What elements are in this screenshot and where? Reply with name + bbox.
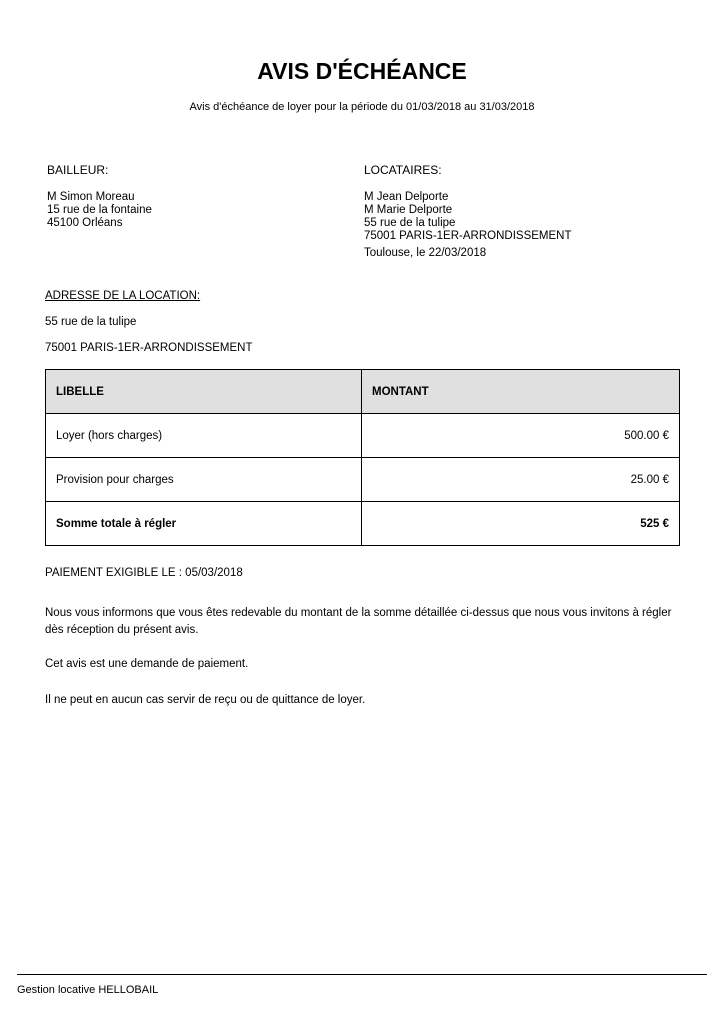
row-amount: 25.00 € [362, 458, 680, 502]
landlord-heading: BAILLEUR: [47, 163, 109, 177]
landlord-address [47, 191, 152, 230]
table-header-row [46, 370, 680, 414]
demand-paragraph: Cet avis est une demande de paiement. [45, 658, 249, 670]
period-subtitle: Avis d'échéance de loyer pour la période du 01/03/2018 au 31/03/2018 [189, 101, 535, 113]
tenant-name-1: M Jean Delporte [364, 191, 449, 203]
rental-address-heading: ADRESSE DE LA LOCATION: [45, 290, 201, 302]
landlord-street: 15 rue de la fontaine [47, 204, 152, 216]
total-label: Somme totale à régler [46, 502, 362, 546]
amounts-table [45, 369, 680, 546]
table-row [46, 414, 680, 458]
row-label: Loyer (hors charges) [46, 414, 362, 458]
total-amount: 525 € [362, 502, 680, 546]
rental-street: 55 rue de la tulipe [45, 316, 137, 328]
tenant-name-2: M Marie Delporte [364, 204, 453, 216]
row-label: Provision pour charges [46, 458, 362, 502]
document-title: AVIS D'ÉCHÉANCE [257, 58, 467, 84]
row-amount: 500.00 € [362, 414, 680, 458]
tenants-heading: LOCATAIRES: [364, 163, 442, 177]
total-row [46, 502, 680, 546]
tenants-address [364, 191, 571, 243]
rental-city: 75001 PARIS-1ER-ARRONDISSEMENT [45, 342, 253, 354]
landlord-city: 45100 Orléans [47, 217, 123, 229]
tenant-city: 75001 PARIS-1ER-ARRONDISSEMENT [364, 230, 572, 242]
footer-divider [17, 974, 707, 975]
table-row [46, 458, 680, 502]
column-header-amount: MONTANT [362, 370, 680, 414]
place-date: Toulouse, le 22/03/2018 [364, 247, 487, 259]
landlord-name: M Simon Moreau [47, 191, 135, 203]
info-paragraph: Nous vous informons que vous êtes redevable du montant de la somme détaillée ci-dessus que nous vous invitons à régler dès réception du présent avis. [45, 607, 672, 636]
tenant-street: 55 rue de la tulipe [364, 217, 456, 229]
column-header-label: LIBELLE [46, 370, 362, 414]
footer-text: Gestion locative HELLOBAIL [17, 984, 159, 996]
payment-due: PAIEMENT EXIGIBLE LE : 05/03/2018 [45, 567, 243, 579]
disclaimer-paragraph: Il ne peut en aucun cas servir de reçu ou de quittance de loyer. [45, 694, 366, 706]
